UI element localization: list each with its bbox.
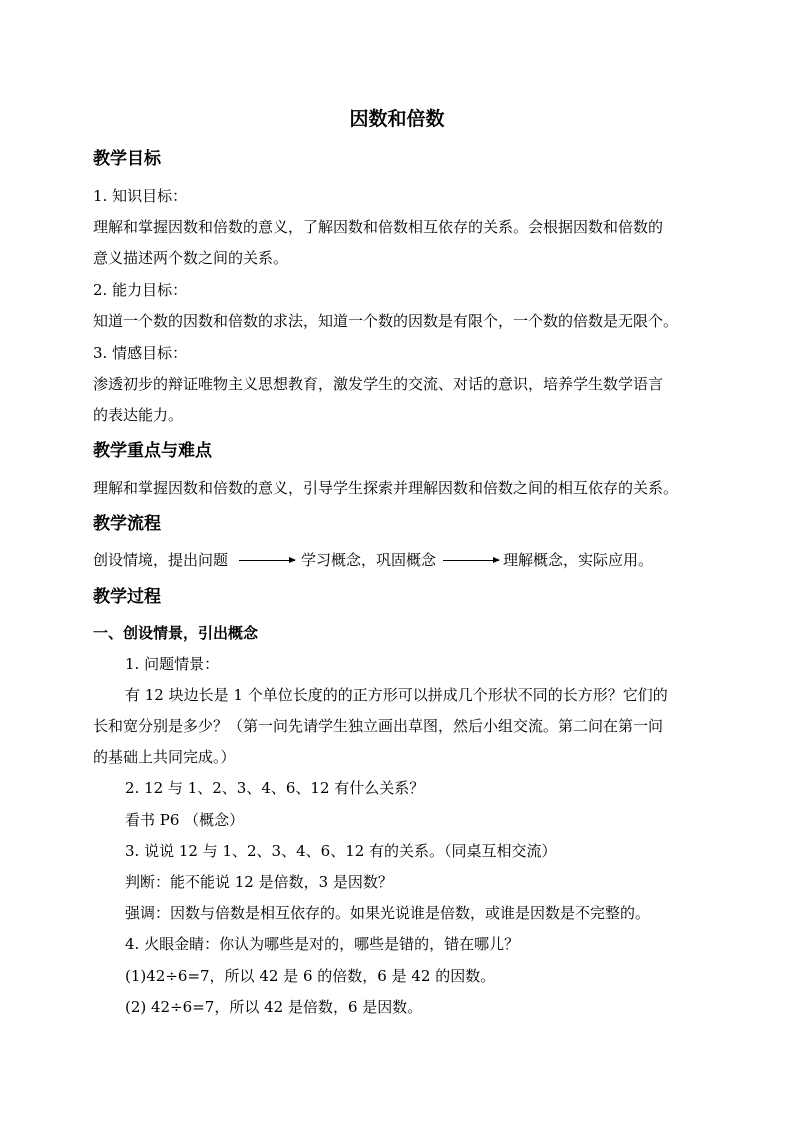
flow-step-1: 创设情境，提出问题	[93, 551, 229, 569]
flow-arrow-1	[239, 560, 295, 561]
knowledge-objective-label: 1. 知识目标：	[93, 187, 188, 205]
read-book-note: 看书 P6 （概念）	[125, 811, 245, 829]
item-1-text-3: 的基础上共同完成。）	[93, 748, 236, 766]
keypoints-text: 理解和掌握因数和倍数的意义，引导学生探索并理解因数和倍数之间的相互依存的关系。	[93, 479, 679, 497]
flow-heading: 教学流程	[93, 514, 161, 534]
emotion-objective-label: 3. 情感目标：	[93, 344, 188, 362]
flow-step-2: 学习概念，巩固概念	[301, 551, 437, 569]
item-3: 3. 说说 12 与 1、2、3、4、6、12 有的关系。（同桌互相交流）	[125, 842, 557, 860]
document-title: 因数和倍数	[349, 108, 445, 130]
item-4: 4. 火眼金睛：你认为哪些是对的，哪些是错的，错在哪儿？	[125, 935, 520, 953]
process-heading: 教学过程	[93, 587, 161, 607]
item-1-label: 1. 问题情景：	[125, 655, 220, 673]
ability-objective-label: 2. 能力目标：	[93, 281, 188, 299]
question-1: (1)42÷6=7，所以 42 是 6 的倍数，6 是 42 的因数。	[125, 967, 496, 985]
judge-question: 判断：能不能说 12 是倍数，3 是因数？	[125, 873, 393, 891]
question-2: (2) 42÷6=7，所以 42 是倍数，6 是因数。	[125, 998, 423, 1016]
item-1-text-1: 有 12 块边长是 1 个单位长度的的正方形可以拼成几个形状不同的长方形？它们的	[125, 686, 668, 704]
item-1-text-2: 长和宽分别是多少？（第一问先请学生独立画出草图，然后小组交流。第二问在第一问	[93, 717, 664, 735]
objectives-heading: 教学目标	[93, 149, 161, 169]
knowledge-objective-text-1: 理解和掌握因数和倍数的意义，了解因数和倍数相互依存的关系。会根据因数和倍数的	[93, 218, 664, 236]
knowledge-objective-text-2: 意义描述两个数之间的关系。	[93, 249, 289, 267]
section-1-heading: 一、创设情景，引出概念	[93, 624, 259, 642]
ability-objective-text: 知道一个数的因数和倍数的求法，知道一个数的因数是有限个，一个数的倍数是无限个。	[93, 312, 679, 330]
flow-arrow-2	[443, 560, 499, 561]
flow-step-3: 理解概念，实际应用。	[503, 551, 654, 569]
emphasis-note: 强调：因数与倍数是相互依存的。如果光说谁是倍数，或谁是因数是不完整的。	[125, 904, 651, 922]
keypoints-heading: 教学重点与难点	[93, 441, 212, 461]
emotion-objective-text-2: 的表达能力。	[93, 406, 184, 424]
item-2: 2. 12 与 1、2、3、4、6、12 有什么关系？	[125, 779, 425, 797]
emotion-objective-text-1: 渗透初步的辩证唯物主义思想教育，激发学生的交流、对话的意识，培养学生数学语言	[93, 375, 664, 393]
